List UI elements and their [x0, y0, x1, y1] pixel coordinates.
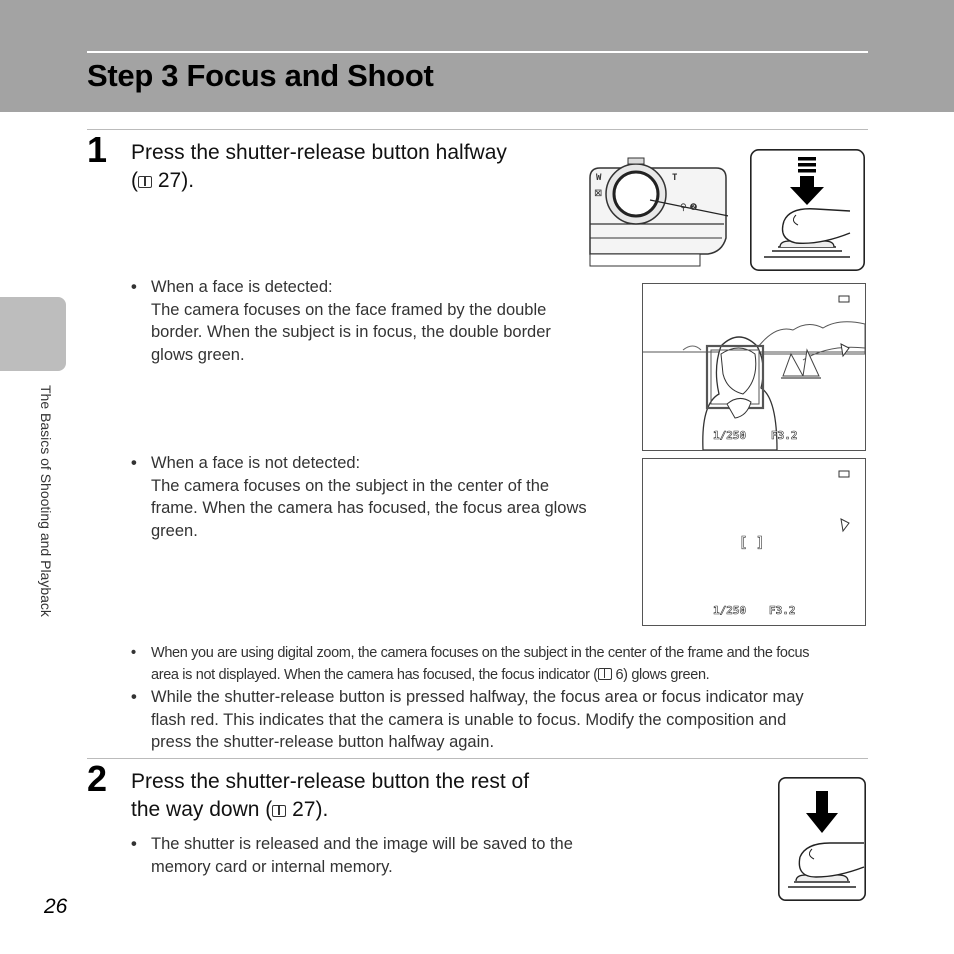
- book-icon: [598, 668, 612, 680]
- lcd-face-detected: [642, 283, 866, 451]
- chapter-tab: [0, 297, 66, 371]
- step1-line1: Press the shutter-release button halfway: [131, 141, 507, 164]
- note-line: When you are using digital zoom, the camera focuses on the subject in the center of the frame and the focus: [151, 645, 810, 661]
- step2-instruction: [131, 768, 529, 824]
- lcd-face-not-detected: [642, 458, 866, 626]
- bullet-line: The camera focuses on the face framed by the double: [151, 300, 547, 319]
- zoom-icon-label: ⚲ ❷: [680, 203, 698, 213]
- chapter-label: The Basics of Shooting and Playback: [38, 385, 54, 617]
- bullet-line: memory card or internal memory.: [151, 857, 393, 876]
- bullet-dot: •: [131, 835, 137, 853]
- book-icon: [138, 176, 152, 188]
- step2-rule: [87, 758, 868, 759]
- shutter-speed-readout: 1/250: [713, 429, 747, 442]
- playback-icon: ⊠: [594, 188, 603, 199]
- bullet-dot: •: [131, 688, 137, 706]
- aperture-readout: F3.2: [769, 604, 796, 617]
- full-press-illustration: [778, 777, 866, 901]
- page-header: [0, 0, 954, 112]
- page-number: 26: [44, 895, 68, 918]
- page-title: Step 3 Focus and Shoot: [87, 58, 434, 93]
- aperture-readout: F3.2: [771, 429, 798, 442]
- step1-number: 1: [87, 129, 108, 170]
- note-line: [151, 665, 809, 687]
- bullet-line: border. When the subject is in focus, the double border: [151, 323, 551, 341]
- bullet-line: green.: [151, 521, 198, 540]
- wide-label: W: [596, 173, 602, 183]
- bullet-line: glows green.: [151, 345, 245, 364]
- note-text: area is not displayed. When the camera has focused, the focus indicator (: [151, 666, 598, 683]
- tele-label: T: [672, 173, 678, 183]
- header-rule: [87, 51, 868, 53]
- half-press-illustration: [750, 149, 865, 271]
- note-text: 6) glows green.: [615, 666, 710, 683]
- step1-instruction: [131, 139, 507, 195]
- bullet-line: The shutter is released and the image will be saved to the: [151, 835, 573, 853]
- book-icon: [272, 805, 286, 817]
- step2-line2: the way down (: [131, 798, 273, 821]
- note-line: While the shutter-release button is pressed halfway, the focus area or focus indicator may: [151, 688, 804, 706]
- step1-rule: [87, 129, 868, 130]
- bullet-line: When a face is detected:: [151, 278, 333, 296]
- bullet-line: frame. When the camera has focused, the focus area glows: [151, 499, 587, 517]
- step1-open-paren: (: [131, 169, 138, 192]
- shutter-speed-readout: 1/250: [713, 604, 747, 617]
- bullet-dot: •: [131, 278, 137, 296]
- camera-top-illustration: [588, 148, 728, 270]
- bullet-dot: •: [131, 645, 136, 661]
- bullet-line: When a face is not detected:: [151, 454, 361, 472]
- focus-area-brackets: [ ]: [739, 535, 765, 551]
- bullet-dot: •: [131, 454, 137, 472]
- note-line: flash red. This indicates that the camera is unable to focus. Modify the composition and: [151, 710, 787, 729]
- step2-ref: 27).: [292, 798, 329, 821]
- note-line: press the shutter-release button halfway again.: [151, 733, 495, 751]
- step2-line1: Press the shutter-release button the rest of: [131, 770, 530, 793]
- bullet-line: The camera focuses on the subject in the center of the: [151, 476, 550, 495]
- step2-number: 2: [87, 758, 108, 799]
- step1-ref: 27).: [157, 169, 195, 192]
